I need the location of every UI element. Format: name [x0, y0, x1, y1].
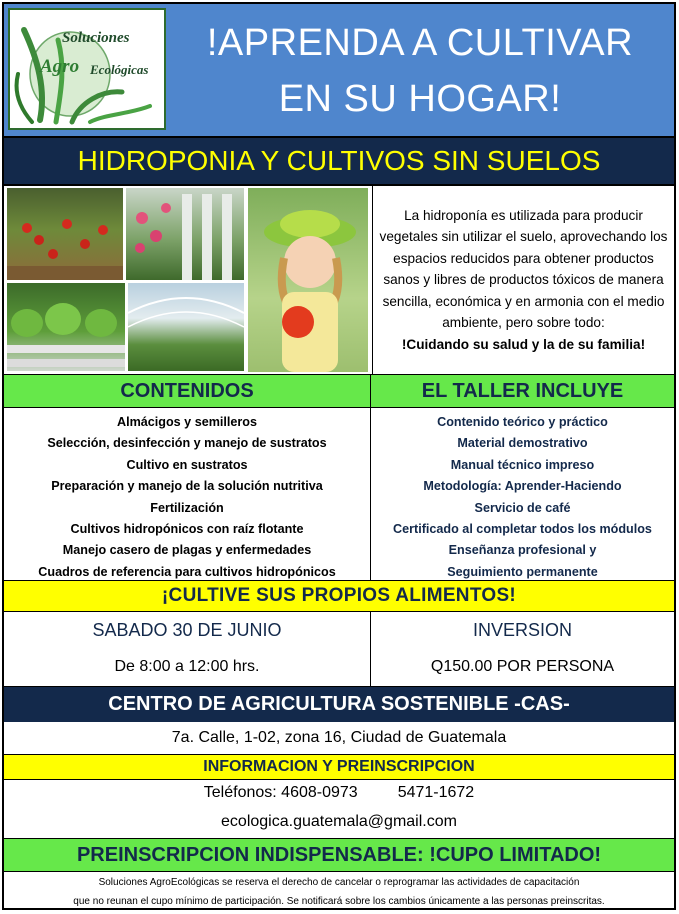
email: ecologica.guatemala@gmail.com [221, 813, 457, 830]
list-item: Servicio de café [474, 500, 571, 515]
disclaimer-line-1: Soluciones AgroEcológicas se reserva el derecho de cancelar o reprogramar las actividades de capacitación [98, 877, 580, 888]
logo-text-soluciones: Soluciones [62, 30, 130, 46]
list-item: Selección, desinfección y manejo de sustratos [47, 436, 327, 451]
lists-section [4, 408, 674, 580]
disclaimer [4, 872, 674, 910]
list-item: Cuadros de referencia para cultivos hidropónicos [38, 564, 336, 579]
phones [4, 780, 674, 806]
contenidos-list [4, 408, 370, 580]
intro-section [4, 186, 674, 374]
phone-2: 5471-1672 [397, 784, 475, 801]
headline [172, 12, 668, 130]
logo-text-agro: Agro [40, 56, 80, 77]
slogan-band: ¡CULTIVE SUS PROPIOS ALIMENTOS! [4, 580, 674, 612]
list-item: Metodología: Aprender-Haciendo [423, 479, 622, 494]
disclaimer-line-2: que no reunan el cupo mínimo de participación. Se notificará sobre los cambios únicamente a las personas preinscritas. [73, 896, 605, 907]
schedule-date: SABADO 30 DE JUNIO [92, 620, 282, 640]
list-item: Preparación y manejo de la solución nutritiva [51, 479, 323, 494]
tomato-greenhouse-photo [7, 188, 123, 280]
flower-towers-photo [126, 188, 244, 280]
schedule-time: De 8:00 a 12:00 hrs. [114, 658, 260, 675]
list-item: Manual técnico impreso [450, 457, 595, 472]
price-label: INVERSION [472, 620, 573, 640]
flyer [2, 2, 676, 910]
phone-1: Teléfonos: 4608-0973 [203, 784, 358, 801]
lettuce-pipes-photo [7, 283, 125, 371]
child-with-tomato-photo [248, 188, 368, 372]
section-headers [4, 374, 674, 408]
list-item: Contenido teórico y práctico [437, 415, 608, 429]
list-item: Manejo casero de plagas y enfermedades [62, 543, 312, 558]
list-item: Cultivo en sustratos [126, 457, 248, 472]
description-body: La hidroponía es utilizada para producir vegetales sin utilizar el suelo, aprovechando los espacios reducidos para obtener productos sanos y libres de productos tóxicos de manera sencilla, económica y en armonia con el medio ambiente, pero sobre todo: [379, 208, 668, 331]
list-item: Fertilización [150, 500, 224, 515]
venue-address: 7a. Calle, 1-02, zona 16, Ciudad de Guatemala [171, 729, 507, 746]
logo [8, 8, 166, 130]
headline-line-1: !APRENDA A CULTIVAR [206, 22, 634, 64]
taller-list [370, 408, 674, 580]
header [4, 4, 674, 136]
price-value: Q150.00 POR PERSONA [430, 658, 615, 675]
list-item: Enseñanza profesional y [448, 543, 597, 558]
list-item: Almácigos y semilleros [117, 415, 257, 429]
venue-name: CENTRO DE AGRICULTURA SOSTENIBLE -CAS- [4, 686, 674, 722]
list-item: Certificado al completar todos los módulos [393, 521, 652, 536]
logo-text-ecologicas: Ecológicas [90, 62, 149, 77]
list-item: Cultivos hidropónicos con raíz flotante [70, 521, 304, 536]
schedule-price-section [4, 612, 674, 686]
price [370, 612, 674, 686]
contenidos-title: CONTENIDOS [120, 379, 254, 402]
schedule [4, 612, 370, 686]
title-banner: HIDROPONIA Y CULTIVOS SIN SUELOS [4, 136, 674, 186]
taller-title: EL TALLER INCLUYE [370, 375, 674, 407]
description-emphasis: !Cuidando su salud y la de su familia! [401, 336, 646, 352]
greenhouse-photo [128, 283, 244, 371]
description [372, 186, 674, 374]
preregistration-notice: PREINSCRIPCION INDISPENSABLE: !CUPO LIMITADO! [4, 838, 674, 872]
list-item: Seguimiento permanente [447, 564, 598, 579]
headline-line-2: EN SU HOGAR! [278, 78, 562, 120]
list-item: Material demostrativo [457, 436, 588, 451]
info-title: INFORMACION Y PREINSCRIPCION [4, 754, 674, 780]
